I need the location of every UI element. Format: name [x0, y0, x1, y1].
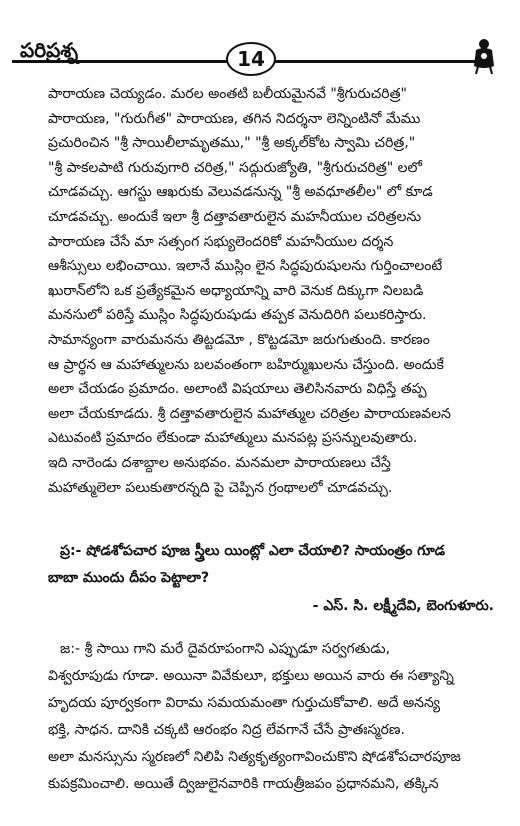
text-line: చూడవచ్చు. అందుకే ఇలా శ్రీ దత్తావతారులైన మహనీయుల చరిత్రలను	[48, 208, 422, 225]
question-line: ప్ర:- షోడశోపచార పూజ స్త్రీలు యింట్లో ఎలా చేయాలి? సాయంత్రం గూడ	[60, 543, 446, 559]
text-line: ఆశీస్సులు లభించాయి. ఇలానే ముస్లిం లైన సిద్ధపురుషులను గుర్తించాలంటే	[48, 258, 443, 275]
text-line: అలా చేయడం ప్రమాదం. అలాంటి విషయాలు తెలిసినవారు విధిస్తే తప్ప	[48, 381, 427, 398]
answer-line: భక్తి, సాధన. దానికి చక్కటి ఆరంభం నిద్ర లేవగానే చేసే ప్రాతఃస్మరణ.	[48, 722, 405, 738]
answer-block	[48, 636, 498, 798]
text-line: ఎటువంటి ప్రమాదం లేకుండా మహాత్ములు మనపట్ల ప్రసన్నులవుతారు.	[48, 430, 418, 447]
text-line: ప్రచురించిన "శ్రీ సాయిలీలామృతము," "శ్రీ అక్కల్‌కోట స్వామి చరిత్ర,"	[48, 135, 416, 152]
text-line: పారాయణ, "గురుగీత" పారాయణ, తగిన నిదర్శనా లెన్నింటినో మేము	[48, 110, 421, 127]
question-block	[48, 538, 498, 592]
question-line: బాబా ముందు దీపం పెట్టాలా?	[48, 570, 210, 586]
text-line: "శ్రీ పాకలపాటి గురువుగారి చరిత్ర," సద్గురుజ్యోతి, "శ్రీగురుచరిత్ర" లలో	[48, 159, 422, 176]
answer-line: కుపక్రమించాలి. అయితే ద్విజులైనవారికి గాయత్రీజపం ప్రధానమని, తక్కిన	[48, 776, 439, 792]
text-line: మనసులో పఠిస్తే ముస్లిం సిద్ధపురుషుడు తప్పక వెనుదిరిగి పలుకరిస్తారు.	[48, 307, 427, 324]
answer-line: విశ్వరూపుడు గూడా. అయినా వివేకులూ, భక్తులు అయిన వారు ఈ సత్యాన్ని	[48, 668, 454, 684]
text-line: ఖురాన్‌లోని ఒక ప్రత్యేకమైన అధ్యాయాన్ని వారి వెనుక దిక్కుగా నిలబడి	[48, 282, 424, 299]
text-line: ఆ ప్రార్థన ఆ మహాత్ములను బలవంతంగా బహిర్ముఖులను చేస్తుంది. అందుకే	[48, 356, 444, 373]
text-line: సామాన్యంగా వారుమనను తిట్టడమో , కొట్టడమో జరుగుతుంది. కారణం	[48, 331, 430, 348]
answer-line: జ:- శ్రీ సాయి గాని మరే దైవరూపంగాని ఎప్పుడూ సర్వగతుడు,	[60, 641, 391, 657]
text-line: మహాత్ములెలా పలుకుతారన్నది పై చెప్పిన గ్రంథాలలో చూడవచ్చు.	[48, 479, 393, 496]
body-paragraph	[48, 82, 498, 500]
answer-line: అలా మనస్సును స్మరణలో నిలిపి నిత్యకృత్యంగావించుకొని షోడశోపచారపూజ	[48, 749, 461, 765]
answer-line: హృదయ పూర్వకంగా విరామ సమయమంతా గుర్తుచుకోవాలి. అదే అనన్య	[48, 695, 441, 711]
text-line: ఇది నారెండు దశాబ్దాల అనుభవం. మనమలా పారాయణలు చేస్తే	[48, 454, 391, 471]
deity-emblem-icon	[466, 36, 502, 76]
text-line: పారాయణ చెయ్యడం. మరల అంతటి బలీయమైనవే "శ్రీగురుచరిత్ర"	[48, 86, 407, 102]
questioner-attribution: - ఎస్. సి. లక్ష్మీదేవి, బెంగుళూరు.	[312, 598, 494, 614]
text-line: అలా చేయకూడదు. శ్రీ దత్తావతారులైన మహాత్ముల చరిత్రల పారాయణవలన	[48, 405, 451, 422]
page-number: 14	[226, 42, 276, 76]
text-line: పారాయణ చేసే మా సత్సంగ సభ్యులెందరికో మహనీయుల దర్శన	[48, 233, 394, 250]
running-title: పరిప్రశ్న	[20, 38, 79, 62]
text-line: చూడవచ్చు. ఆగస్టు ఆఖరుకు వెలువడనున్న "శ్రీ అవధూతలీల" లో కూడ	[48, 184, 433, 201]
